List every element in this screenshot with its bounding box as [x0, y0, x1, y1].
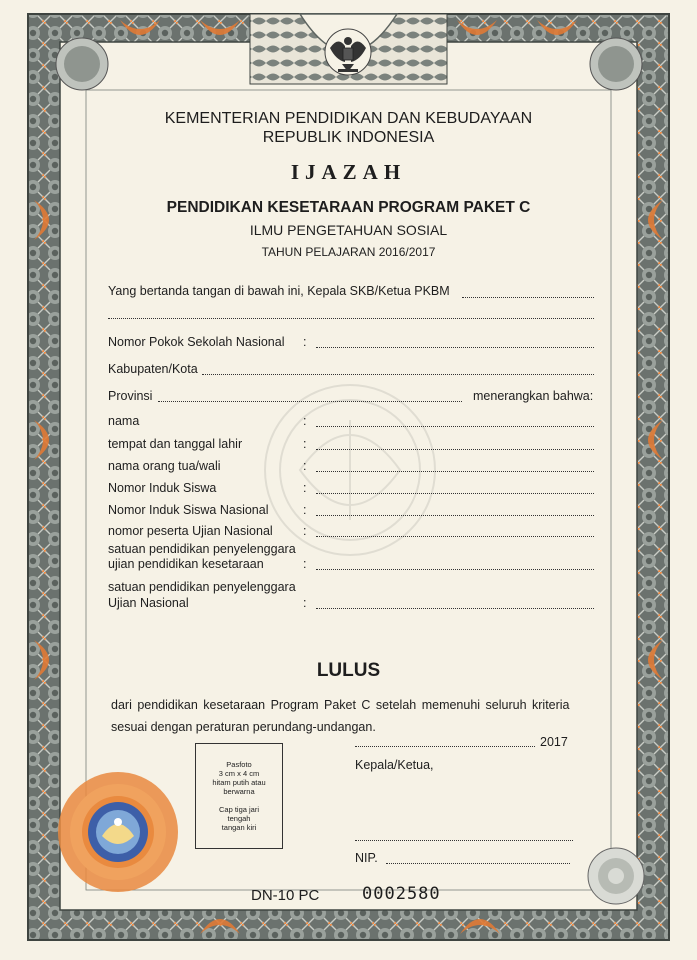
ministry-title: KEMENTERIAN PENDIDIKAN DAN KEBUDAYAAN	[164, 110, 533, 127]
provinsi-fill-line[interactable]	[158, 401, 462, 402]
kabupaten-fill-line[interactable]	[202, 374, 594, 375]
ttl-fill-line[interactable]	[316, 449, 594, 450]
nama-fill-line[interactable]	[316, 426, 594, 427]
fingerprint-text: tangan kiri	[221, 823, 257, 832]
peserta-un-label: nomor peserta Ujian Nasional	[108, 524, 273, 538]
satuan1-label-line2: ujian pendidikan kesetaraan	[108, 557, 264, 571]
hologram-seal-icon	[588, 848, 644, 904]
nip-label: NIP.	[355, 851, 378, 865]
signatory-name-fill-line[interactable]	[355, 840, 573, 841]
nip-fill-line[interactable]	[386, 863, 570, 864]
orangtua-fill-line[interactable]	[316, 471, 594, 472]
statement-line1: dari pendidikan kesetaraan Program Paket C setelah memenuhi seluruh kriteria	[111, 698, 570, 712]
kabupaten-label: Kabupaten/Kota	[108, 362, 198, 376]
document-title: IJAZAH	[290, 160, 407, 184]
colon: :	[303, 335, 307, 349]
photo-text: Pasfoto	[226, 760, 252, 769]
colon: :	[303, 459, 307, 473]
colon: :	[303, 437, 307, 451]
academic-year: TAHUN PELAJARAN 2016/2017	[261, 245, 436, 259]
satuan2-fill-line[interactable]	[316, 608, 594, 609]
npsn-fill-line[interactable]	[316, 347, 594, 348]
nama-label: nama	[108, 414, 140, 428]
republic-title: REPUBLIK INDONESIA	[262, 129, 435, 146]
photo-placeholder-box	[195, 743, 283, 849]
nis-fill-line[interactable]	[316, 493, 594, 494]
garuda-emblem-icon	[325, 29, 371, 75]
nisn-label: Nomor Induk Siswa Nasional	[108, 503, 269, 517]
nisn-fill-line[interactable]	[316, 515, 594, 516]
colon: :	[303, 503, 307, 517]
tut-wuri-watermark-icon	[265, 385, 435, 555]
place-date-fill-line[interactable]	[355, 746, 535, 747]
fingerprint-text: Cap tiga jari	[218, 805, 260, 814]
npsn-label: Nomor Pokok Sekolah Nasional	[108, 335, 285, 349]
colon: :	[303, 414, 307, 428]
orangtua-label: nama orang tua/wali	[108, 459, 221, 473]
intro-text: Yang bertanda tangan di bawah ini, Kepala SKB/Ketua PKBM	[108, 284, 450, 298]
major-title: ILMU PENGETAHUAN SOSIAL	[249, 222, 448, 238]
tut-wuri-handayani-seal-icon	[58, 772, 178, 892]
colon: :	[303, 596, 307, 610]
nis-label: Nomor Induk Siswa	[108, 481, 217, 495]
satuan2-label-line2: Ujian Nasional	[108, 596, 189, 610]
ttl-label: tempat dan tanggal lahir	[108, 437, 243, 451]
colon: :	[303, 557, 307, 571]
menerangkan-label: menerangkan bahwa:	[473, 389, 594, 403]
photo-text: hitam putih atau	[212, 778, 266, 787]
colon: :	[303, 524, 307, 538]
satuan1-label-line1: satuan pendidikan penyelenggara	[108, 542, 296, 556]
result-text: LULUS	[316, 660, 381, 681]
fingerprint-text: tengah	[227, 814, 251, 823]
signature-year: 2017	[540, 735, 568, 749]
provinsi-label: Provinsi	[108, 389, 153, 403]
satuan1-fill-line[interactable]	[316, 569, 594, 570]
program-title: PENDIDIKAN KESETARAAN PROGRAM PAKET C	[166, 199, 531, 216]
institution-fill-line[interactable]	[108, 318, 594, 319]
signatory-title: Kepala/Ketua,	[355, 758, 434, 772]
statement-line2: sesuai dengan peraturan perundang-undangan.	[111, 720, 376, 734]
document-code: DN-10 PC	[251, 887, 320, 904]
peserta-un-fill-line[interactable]	[316, 536, 594, 537]
colon: :	[303, 481, 307, 495]
photo-text: berwarna	[223, 787, 255, 796]
serial-number: 0002580	[362, 884, 441, 904]
satuan2-label-line1: satuan pendidikan penyelenggara	[108, 580, 296, 594]
photo-text: 3 cm x 4 cm	[218, 769, 260, 778]
intro-fill-line[interactable]	[462, 297, 594, 298]
